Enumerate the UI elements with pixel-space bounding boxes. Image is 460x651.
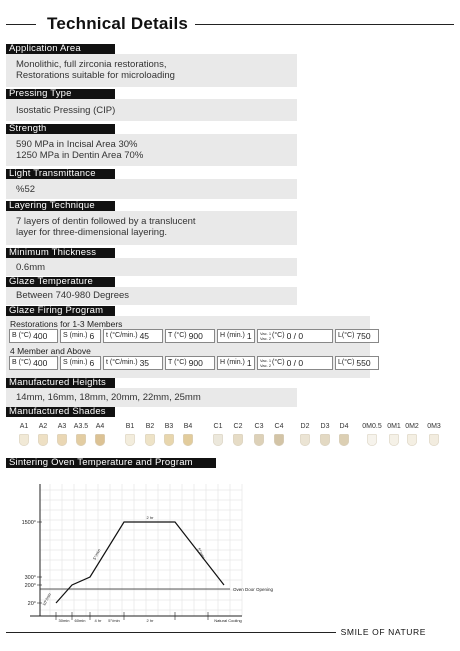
pressing-type-box [6, 99, 297, 121]
firing-g1-h: H (min.) 1 [217, 329, 255, 343]
glaze-temperature-value: Between 740-980 Degrees [16, 290, 130, 301]
shade-chip [213, 434, 223, 446]
shade-label: 0M1 [387, 423, 401, 430]
section-label-manufactured-heights: Manufactured Heights [6, 378, 115, 388]
section-label-minimum-thickness: Minimum Thickness [6, 248, 115, 258]
chart-grid [40, 484, 242, 616]
section-label-pressing-type: Pressing Type [6, 89, 115, 99]
shade-label: 0M2 [405, 423, 419, 430]
firing-g2-T: T (°C) 900 [165, 356, 215, 370]
minimum-thickness-box [6, 258, 297, 276]
firing-g2-b: B (°C) 400 [9, 356, 58, 370]
shade-chip [274, 434, 284, 446]
application-area-line1: Monolithic, full zirconia restorations, [16, 59, 167, 70]
bottom-label: 30min [58, 618, 70, 623]
section-label-glaze-firing-program: Glaze Firing Program [6, 306, 115, 316]
manufactured-heights-value: 14mm, 16mm, 18mm, 20mm, 22mm, 25mm [16, 392, 201, 403]
shade-label: D2 [300, 423, 310, 430]
chart-bottom-labels [56, 612, 242, 623]
firing-group1-row [9, 329, 379, 343]
shade-label: D3 [320, 423, 330, 430]
shade-label: A3.5 [73, 423, 89, 430]
header-rule-right [195, 24, 454, 25]
firing-g2-t: t (°C/min.) 35 [103, 356, 163, 370]
section-label-layering-technique: Layering Technique [6, 201, 115, 211]
shade-label: A2 [38, 423, 48, 430]
shade-chip [145, 434, 155, 446]
bottom-label: 60min [74, 618, 86, 623]
y-tick-label: 200° [24, 583, 36, 589]
firing-g1-T: T (°C) 900 [165, 329, 215, 343]
shade-label: A3 [57, 423, 67, 430]
shade-label: B4 [183, 423, 193, 430]
segment-label: 5°/min [91, 548, 102, 561]
section-label-light-transmittance: Light Transmittance [6, 169, 115, 179]
firing-group2-row [9, 356, 379, 370]
strength-box [6, 134, 297, 166]
shade-label: 0M0.5 [362, 423, 382, 430]
firing-g1-l: L(°C) 750 [335, 329, 379, 343]
shade-label: 0M3 [427, 423, 441, 430]
section-label-sintering: Sintering Oven Temperature and Program [6, 458, 216, 468]
shade-chip [125, 434, 135, 446]
segment-label: 5°/min [196, 547, 207, 560]
chart-series-line [56, 522, 224, 603]
y-tick-label: 20° [27, 601, 36, 607]
shade-chip [183, 434, 193, 446]
y-tick-label: 1500° [21, 520, 36, 526]
segment-label: 2 hr [146, 515, 154, 520]
shade-chip [254, 434, 264, 446]
firing-g1-s: S (min.) 6 [60, 329, 101, 343]
footer-brand: SMILE OF NATURE [340, 627, 426, 637]
application-area-box [6, 54, 297, 87]
firing-g2-vac: Vac. 1 Vac. 2 (°C) 0 / 0 [257, 356, 333, 370]
shade-chip [300, 434, 310, 446]
bottom-label: 2 hr [146, 618, 154, 623]
shade-chip [38, 434, 48, 446]
firing-group1-title: Restorations for 1-3 Members [10, 319, 123, 329]
firing-g1-b: B (°C) 400 [9, 329, 58, 343]
firing-g2-l: L(°C) 550 [335, 356, 379, 370]
firing-group2-title: 4 Member and Above [10, 346, 91, 356]
pressing-type-value: Isostatic Pressing (CIP) [16, 105, 116, 116]
shade-label: C4 [274, 423, 284, 430]
firing-g2-s: S (min.) 6 [60, 356, 101, 370]
shade-chip [57, 434, 67, 446]
glaze-firing-box [6, 316, 370, 378]
page-title: Technical Details [47, 14, 189, 33]
shade-chip [429, 434, 439, 446]
firing-g1-vac: Vac. 1 Vac. 2 (°C) 0 / 0 [257, 329, 333, 343]
shade-label: C2 [233, 423, 243, 430]
shade-chip [19, 434, 29, 446]
strength-line1: 590 MPa in Incisal Area 30% [16, 139, 138, 150]
firing-g2-h: H (min.) 1 [217, 356, 255, 370]
shade-label: C3 [254, 423, 264, 430]
y-tick-label: 300° [24, 575, 36, 581]
shade-chip [164, 434, 174, 446]
header-rule-left [6, 24, 36, 25]
section-label-manufactured-shades: Manufactured Shades [6, 407, 115, 417]
bottom-label: 5°/min [108, 618, 120, 623]
shade-chip [95, 434, 105, 446]
manufactured-heights-box [6, 388, 297, 407]
segment-label: 10°/min [41, 592, 53, 607]
shade-label: D4 [339, 423, 349, 430]
shade-chip [320, 434, 330, 446]
section-label-glaze-temperature: Glaze Temperature [6, 277, 115, 287]
shade-chip [367, 434, 377, 446]
shade-label: A1 [19, 423, 29, 430]
shade-chip [233, 434, 243, 446]
chart-segment-labels [41, 515, 206, 606]
shade-label: B3 [164, 423, 174, 430]
shade-chip [389, 434, 399, 446]
glaze-temperature-box [6, 287, 297, 305]
shade-label: A4 [95, 423, 105, 430]
chart-annotation: Oven Door Opening [233, 587, 274, 592]
light-transmittance-box [6, 179, 297, 199]
shade-label: B1 [125, 423, 135, 430]
strength-line2: 1250 MPa in Dentin Area 70% [16, 150, 144, 161]
layering-technique-box [6, 211, 297, 245]
shade-chip [407, 434, 417, 446]
bottom-label: 4 hr [94, 618, 102, 623]
minimum-thickness-value: 0.6mm [16, 262, 46, 273]
light-transmittance-value: %52 [16, 184, 36, 195]
section-label-application-area: Application Area [6, 44, 115, 54]
footer-rule [6, 632, 336, 633]
shade-swatches [0, 420, 460, 452]
layering-technique-line2: layer for three-dimensional layering. [16, 227, 168, 238]
shade-label: C1 [213, 423, 223, 430]
firing-g1-t: t (°C/min.) 45 [103, 329, 163, 343]
shade-chip [76, 434, 86, 446]
sintering-chart [0, 470, 300, 625]
shade-chip [339, 434, 349, 446]
chart-y-ticks [22, 520, 42, 607]
layering-technique-line1: 7 layers of dentin followed by a translucent [16, 216, 196, 227]
section-label-strength: Strength [6, 124, 115, 134]
application-area-line2: Restorations suitable for microloading [16, 70, 175, 81]
shade-label: B2 [145, 423, 155, 430]
bottom-label: Natural Cooling [214, 618, 242, 623]
